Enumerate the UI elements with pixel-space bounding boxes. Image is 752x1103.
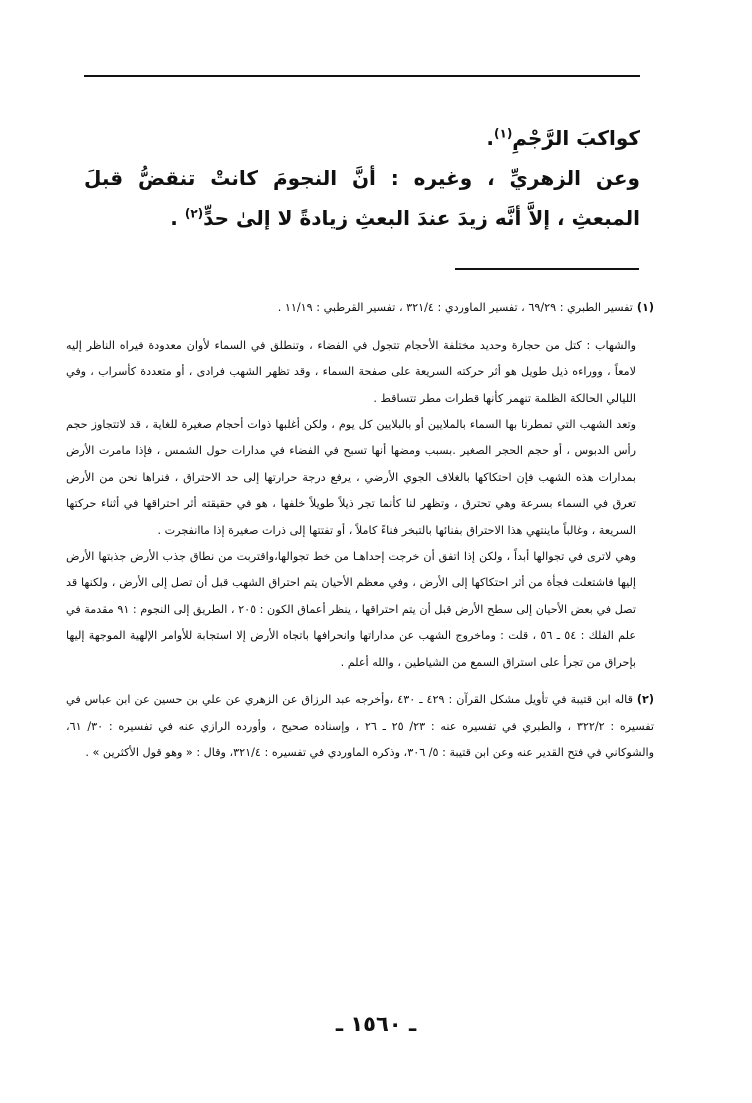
footnote-1-head-text: تفسير الطبري : ٦٩/٢٩ ، تفسير الماوردي : ٣٢١/٤ ، تفسير القرطبي : ١١/١٩ . [277,301,633,315]
footnote-1-paragraph-1: والشهاب : كتل من حجارة وحديد مختلفة الأحجام تتجول في الفضاء ، وتنطلق في السماء لأوان معدودة فيراه الناظر إليه لامعاً ، ووراءه ذيل طويل هو أثر حركته السريعة على صفحة السماء ، وقد تظهر الشهب فرادى ، أو متعددة كأسراب ، وفي الليالي الحالكة الظلمة تنهمر كأنها قطرات مطر تتساقط . [66,338,636,405]
page-number: ـ ١٥٦٠ ـ [335,1012,417,1036]
main-line-2-end: . [170,206,185,230]
footnote-ref-1: (١) [494,126,513,141]
footnote-2 [66,687,654,766]
main-line-2-text: وعن الزهريِّ ، وغيره : أنَّ النجومَ كانتْ تنقضُّ قبلَ المبعثِ ، إلاَّ أنَّه زيدَ عندَ البعثِ زيادةً لا إلىٰ حدٍّ [84,166,640,230]
footnote-2-head [66,687,654,766]
main-line-2 [84,158,640,238]
footnote-separator [455,268,639,270]
header-rule [84,75,640,77]
footnote-2-number: (٢) [636,693,655,707]
footnotes [66,284,654,778]
footnote-2-head-text: قاله ابن قتيبة في تأويل مشكل القرآن : ٤٢٩ ـ ٤٣٠ ،وأخرجه عبد الرزاق عن الزهري عن علي بن حسين عن ابن عباس في تفسيره : ٣٢٢/٢ ، والطبري في تفسيره عنه : ٢٣/ ٢٥ ـ ٢٦ ، وإسناده صحيح ، وأورده الرازي عنه في تفسيره : ٣٠/ ٦١، والشوكاني في فتح القدير عنه وعن ابن قتيبة : ٥/ ٣٠٦، وذكره الماوردي في تفسيره : ٣٢١/٤، وقال : « وهو قول الأكثرين » . [66,693,655,760]
main-line-1-text: كواكبَ الرَّجْمِ [512,126,640,150]
main-line-1 [84,118,640,158]
footnote-1-head [66,295,654,321]
main-text [84,118,640,238]
footnote-1 [66,295,654,676]
footnote-1-number: (١) [636,301,654,315]
main-line-1-end: . [486,126,494,150]
footnote-ref-2: (٢) [184,206,204,221]
footnote-1-paragraph-3: وهي لاترى في تجوالها أبداً ، ولكن إذا اتفق أن خرجت إحداهـا من خط تجوالها،واقتربت من نطاق جذب الأرض جذبتها الأرض إليها فاشتعلت فجأة من أثر احتكاكها إلى الأرض ، وفي معظم الأحيان يتم احتراق الشهب قبل أن تصل إلى الأرض ، ولكنها قد تصل في بعض الأحيان إلى سطح الأرض قبل أن يتم احتراقها ، ينظر أعماق الكون : ٢٠٥ ، الطريق إلى النجوم : ٩١ مقدمة في علم الفلك : ٥٤ ـ ٥٦ ، قلت : وماخروج الشهب عن مداراتها وانحرافها باتجاه الأرض إلا استجابة للأوامر الإلهية الموجهة إليها بإحراق من تجرأ على استراق السمع من الشياطين ، والله أعلم . [66,550,637,669]
footnote-1-paragraph-2: وتعد الشهب التي تمطرنا بها السماء بالملايين أو بالبلايين كل يوم ، ولكن أغلبها ذوات أحجام صغيرة للغاية ، قد لاتتجاوز حجم رأس الدبوس ، أو حجم الحجر الصغير .بسبب ومضها أنها تسبح في الفضاء في مدارات حول الشمس ، فإذا مامرت الأرض بمدارات هذه الشهب فإن احتكاكها بالغلاف الجوي الأرضي ، يرفع درجة حرارتها إلى حد الاحتراق ، فنراها نحن من الأرض تعرق في السماء بسرعة وهي تحترق ، وتظهر لنا كأنما تجر ذيلاً طويلاً خلفها ، هو في حقيقته أثر احتراقها في أثناء حركتها السريعة ، وغالباً ماينتهي هذا الاحتراق بفنائها بالتبخر فناءً كاملاً ، أو تفتتها إلى ذرات صغيرة إذا ماانفجرت . [66,418,636,537]
